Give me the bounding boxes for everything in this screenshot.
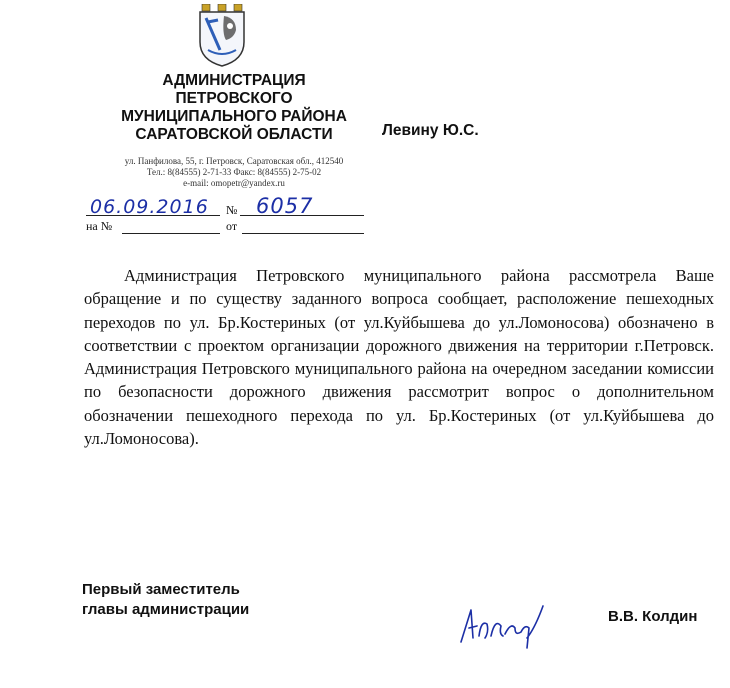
from-label: от bbox=[226, 219, 238, 233]
letter-body: Администрация Петровского муниципального района рассмотрела Ваше обращение и по существу заданного вопроса сообщает, расположение пешеходных переходов по ул. Бр.Костериных (от ул.Куйбышева до ул.Ломоносова) обозначено в соответствии с проектом организации дорожного движения на территории г.Петровск. Администрация Петровского муниципального района на очередном заседании комиссии по безопасности дорожного движения рассмотрит вопрос о дополнительном обозначении пешеходного перехода по ул. Бр.Костериных (от ул.Куйбышева до ул.Ломоносова). bbox=[84, 266, 714, 449]
reference-underline bbox=[122, 233, 220, 234]
coat-of-arms-emblem bbox=[196, 4, 248, 68]
handwritten-signature bbox=[455, 598, 550, 650]
organization-contacts bbox=[98, 156, 370, 189]
email: e-mail: omopetr@yandex.ru bbox=[183, 178, 285, 188]
phones: Тел.: 8(84555) 2-71-33 Факс: 8(84555) 2-75-02 bbox=[146, 167, 322, 177]
org-line: АДМИНИСТРАЦИЯ bbox=[162, 72, 306, 89]
recipient: Левину Ю.С. bbox=[382, 122, 479, 139]
organization-name bbox=[98, 72, 370, 144]
signatory-title-line: главы администрации bbox=[82, 601, 250, 618]
reference-label: на № bbox=[86, 219, 113, 233]
org-line: МУНИЦИПАЛЬНОГО РАЙОНА bbox=[121, 108, 347, 125]
signatory-title-line: Первый заместитель bbox=[82, 581, 240, 598]
signatory-name: В.В. Колдин bbox=[608, 608, 698, 625]
address: ул. Панфилова, 55, г. Петровск, Саратовская обл., 412540 bbox=[124, 156, 344, 166]
org-line: ПЕТРОВСКОГО bbox=[175, 90, 293, 107]
handwritten-number: 6057 bbox=[256, 194, 314, 218]
signatory-title bbox=[82, 580, 249, 620]
handwritten-date: 06.09.2016 bbox=[90, 196, 209, 218]
from-underline bbox=[242, 233, 364, 234]
org-line: САРАТОВСКОЙ ОБЛАСТИ bbox=[135, 126, 333, 143]
number-sign: № bbox=[226, 203, 238, 217]
